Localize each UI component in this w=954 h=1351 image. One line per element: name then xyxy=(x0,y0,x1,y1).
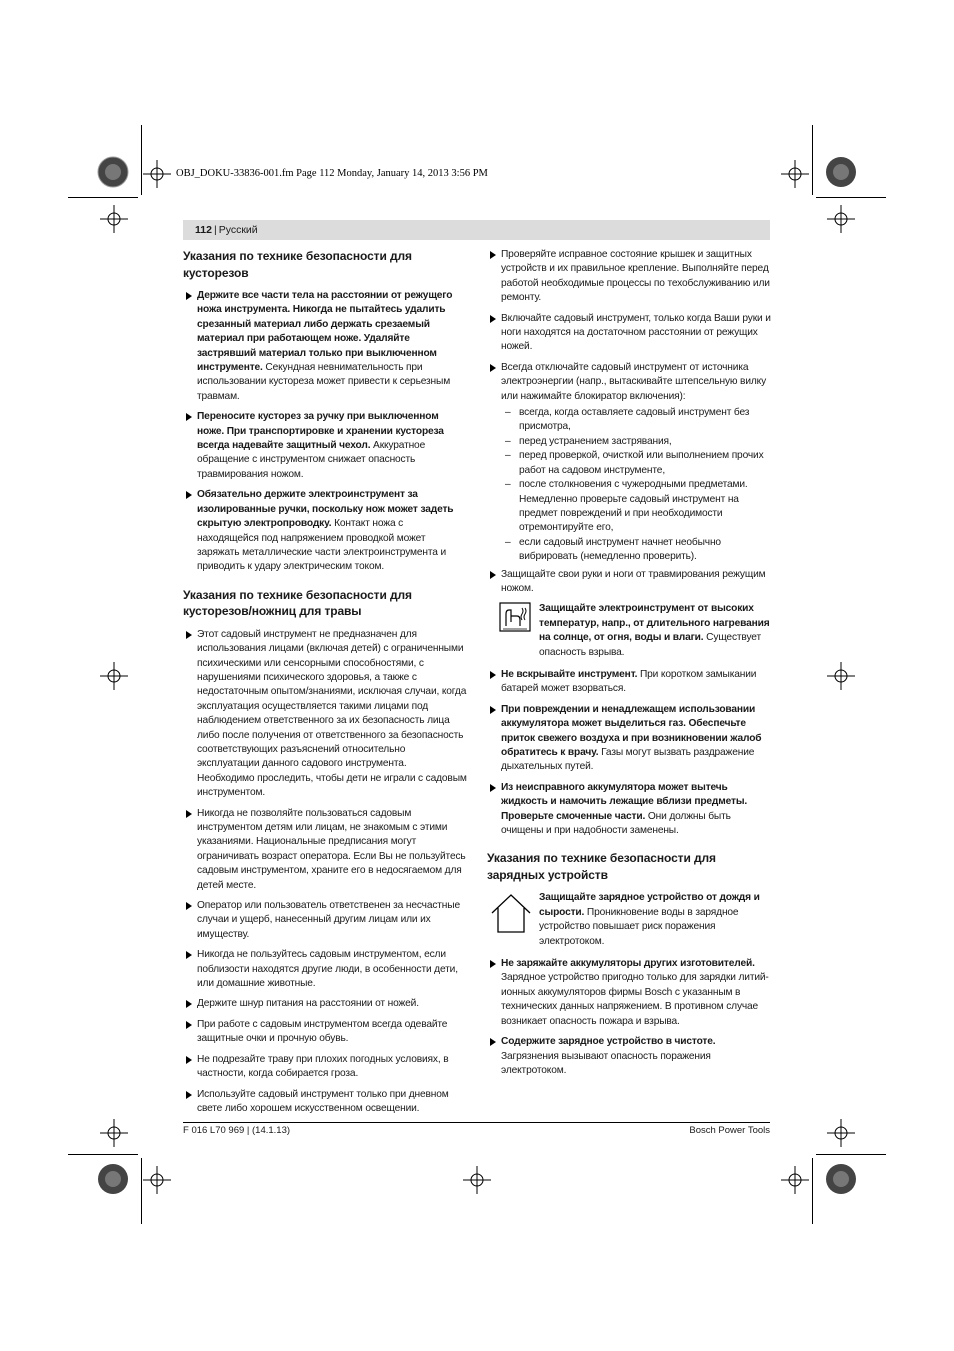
crop-mark xyxy=(812,125,813,195)
list-item: Обязательно держите электроинструмент за изолированные ручки, поскольку нож может задеть скрытую электропроводку. Контакт ножа с находящейся под напряжением проводкой может заряжать металлические части электроинструмента и приводить к удару электрическим током. xyxy=(183,488,467,574)
list-item: Проверяйте исправное состояние крышек и защитных устройств и их правильное крепление. Выполняйте перед работой необходимые процессы по техобслуживанию или ремонту. xyxy=(487,248,771,306)
footer-brand: Bosch Power Tools xyxy=(689,1125,770,1136)
list-item: Не подрезайте траву при плохих погодных условиях, в частности, когда собирается гроза. xyxy=(183,1053,467,1082)
dash-item: – всегда, когда оставляете садовый инструмент без присмотра, xyxy=(505,407,750,433)
dash-item: – перед проверкой, очисткой или выполнением прочих работ на садовом инструменте, xyxy=(505,450,764,476)
footer-doc-code: F 016 L70 969 | (14.1.13) xyxy=(183,1125,291,1136)
crop-mark xyxy=(141,1158,142,1224)
list-item: Переносите кусторез за ручку при выключенном ноже. При транспортировке и хранении кустореза всегда надевайте защитный чехол. Аккуратное обращение с инструментом снижает опасность травмирования ножом. xyxy=(183,410,467,482)
bullet-triangle-icon xyxy=(186,902,192,910)
crosshair-icon xyxy=(143,1166,171,1194)
page-header xyxy=(183,220,770,240)
bullet-triangle-icon xyxy=(490,315,496,323)
left-column xyxy=(183,248,467,1122)
list-item: Держите все части тела на расстоянии от режущего ножа инструмента. Никогда не пытайтесь удалить срезанный материал либо держать срезаемый материал при работающем ноже. Удаляйте застрявший материал только при выключенном инструменте. Секундная невнимательность при использовании кустореза может привести к серьезным травмам. xyxy=(183,289,467,404)
bullet-triangle-icon xyxy=(490,571,496,579)
list-item: Всегда отключайте садовый инструмент от источника электроэнергии (напр., вытаскивайте штепсельную вилку или нажимайте блокиратор включения): xyxy=(487,361,771,404)
bullet-triangle-icon xyxy=(186,1021,192,1029)
list-item: Никогда не пользуйтесь садовым инструментом, если поблизости находятся другие люди, в особенности дети, или домашние животные. xyxy=(183,948,467,991)
crosshair-icon xyxy=(100,1119,128,1147)
list-item: Этот садовый инструмент не предназначен для использования лицами (включая детей) с ограниченными психическими или сенсорными способностями, с нарушениями психического здоровья, а также с недостаточным опытом/знаниями, исключая случаи, когда эксплуатация осуществляется такими лицами под наблюдением ответственного за их безопасность лица либо после получения от ответственного за безопасность соответствующих разъяснений относительно эксплуатации данного садового инструмента. Необходимо проследить, чтобы дети не играли с садовым инструментом. xyxy=(183,628,467,801)
crop-mark xyxy=(816,1154,886,1155)
list-item: Из неисправного аккумулятора может вытечь жидкость и намочить лежащие вблизи предметы. Проверьте смоченные части. Они должны быть очищены и при надобности заменены. xyxy=(487,781,771,839)
list-item: При работе с садовым инструментом всегда одевайте защитные очки и прочную обувь. xyxy=(183,1018,467,1047)
list-item: Оператор или пользователь ответственен за несчастные случаи и ущерб, нанесенный другим лицам или их имуществу. xyxy=(183,899,467,942)
bullet-triangle-icon xyxy=(186,1056,192,1064)
crosshair-icon xyxy=(100,662,128,690)
section-heading-hedge-trimmers: Указания по технике безопасности для кусторезов xyxy=(183,249,412,280)
crosshair-icon xyxy=(827,1119,855,1147)
crosshair-icon xyxy=(781,1166,809,1194)
crosshair-icon xyxy=(100,205,128,233)
registration-target-icon xyxy=(96,155,130,189)
dash-item: – если садовый инструмент начнет необычно вибрировать (немедленно проверить). xyxy=(505,536,721,563)
list-item: Защищайте свои руки и ноги от травмирования режущим ножом. xyxy=(487,568,771,597)
bullet-triangle-icon xyxy=(186,1000,192,1008)
crosshair-icon xyxy=(827,662,855,690)
bullet-triangle-icon xyxy=(490,784,496,792)
crop-mark xyxy=(68,197,138,198)
section-heading-chargers: Указания по технике безопасности для зарядных устройств xyxy=(487,851,716,882)
bullet-triangle-icon xyxy=(186,951,192,959)
bullet-triangle-icon xyxy=(490,364,496,372)
list-item: Содержите зарядное устройство в чистоте. Загрязнения вызывают опасность поражения электротоком. xyxy=(487,1035,771,1078)
heat-warning-block: Защищайте электроинструмент от высоких температур, напр., от длительного нагревания на солнце, от огня, воды и влаги. Существует опасность взрыва. xyxy=(487,602,771,660)
bullet-triangle-icon xyxy=(490,1038,496,1046)
crosshair-icon xyxy=(827,205,855,233)
bullet-triangle-icon xyxy=(186,413,192,421)
crop-mark xyxy=(816,197,886,198)
bullet-triangle-icon xyxy=(490,706,496,714)
list-item: Никогда не позволяйте пользоваться садовым инструментом детям или лицам, не знакомым с этими указаниями. Национальные предписания могут ограничивать возраст оператора. Если Вы не пользуйтесь садовым инструментом, храните его в недосягаемом для детей месте. xyxy=(183,807,467,893)
crosshair-icon xyxy=(463,1166,491,1194)
bullet-triangle-icon xyxy=(186,1091,192,1099)
list-item: Не заряжайте аккумуляторы других изготовителей. Зарядное устройство пригодно только для зарядки литий-ионных аккумуляторов фирмы Bosch с указанным в технических данных напряжением. В противном случае возникает опасность пожара и взрыва. xyxy=(487,957,771,1029)
registration-target-icon xyxy=(824,1162,858,1196)
dash-item: – перед устранением застрявания, xyxy=(505,435,672,447)
header-separator: | xyxy=(213,224,217,236)
language-label: Русский xyxy=(218,224,258,236)
heat-water-warning-icon xyxy=(499,602,531,632)
page-number: 112 xyxy=(195,224,212,236)
list-item: Держите шнур питания на расстоянии от ножей. xyxy=(183,997,467,1011)
indoor-use-house-icon xyxy=(489,891,533,935)
bullet-triangle-icon xyxy=(186,810,192,818)
file-info: OBJ_DOKU-33836-001.fm Page 112 Monday, January 14, 2013 3:56 PM xyxy=(176,168,488,179)
registration-target-icon xyxy=(96,1162,130,1196)
crosshair-icon xyxy=(143,160,171,188)
bullet-triangle-icon xyxy=(186,292,192,300)
crop-mark xyxy=(812,1158,813,1224)
list-item: Не вскрывайте инструмент. При коротком замыкании батарей может взорваться. xyxy=(487,668,771,697)
registration-target-icon xyxy=(824,155,858,189)
crop-mark xyxy=(68,1154,138,1155)
list-item: Используйте садовый инструмент только при дневном свете либо хорошем искусственном освещении. xyxy=(183,1088,467,1117)
dash-item: – после столкновения с чужеродными предметами. Немедленно проверьте садовый инструмент на предмет повреждений и при необходимости отремонтируйте его, xyxy=(505,479,748,534)
bullet-triangle-icon xyxy=(186,491,192,499)
list-item: Включайте садовый инструмент, только когда Ваши руки и ноги находятся на достаточном расстоянии от режущих ножей. xyxy=(487,312,771,355)
crop-mark xyxy=(141,125,142,195)
bullet-triangle-icon xyxy=(490,671,496,679)
footer-divider xyxy=(183,1122,770,1123)
charger-rain-block: Защищайте зарядное устройство от дождя и сырости. Проникновение воды в зарядное устройство повышает риск поражения электротоком. xyxy=(487,891,771,949)
bullet-triangle-icon xyxy=(490,960,496,968)
bullet-triangle-icon xyxy=(490,251,496,259)
right-column xyxy=(487,248,771,1084)
bullet-triangle-icon xyxy=(186,631,192,639)
section-heading-grass-shears: Указания по технике безопасности для кусторезов/ножниц для травы xyxy=(183,587,412,619)
crosshair-icon xyxy=(781,160,809,188)
list-item: При повреждении и ненадлежащем использовании аккумулятора может выделиться газ. Обеспечьте приток свежего воздуха и при возникновении жалоб обратитесь к врачу. Газы могут вызвать раздражение дыхательных путей. xyxy=(487,703,771,775)
